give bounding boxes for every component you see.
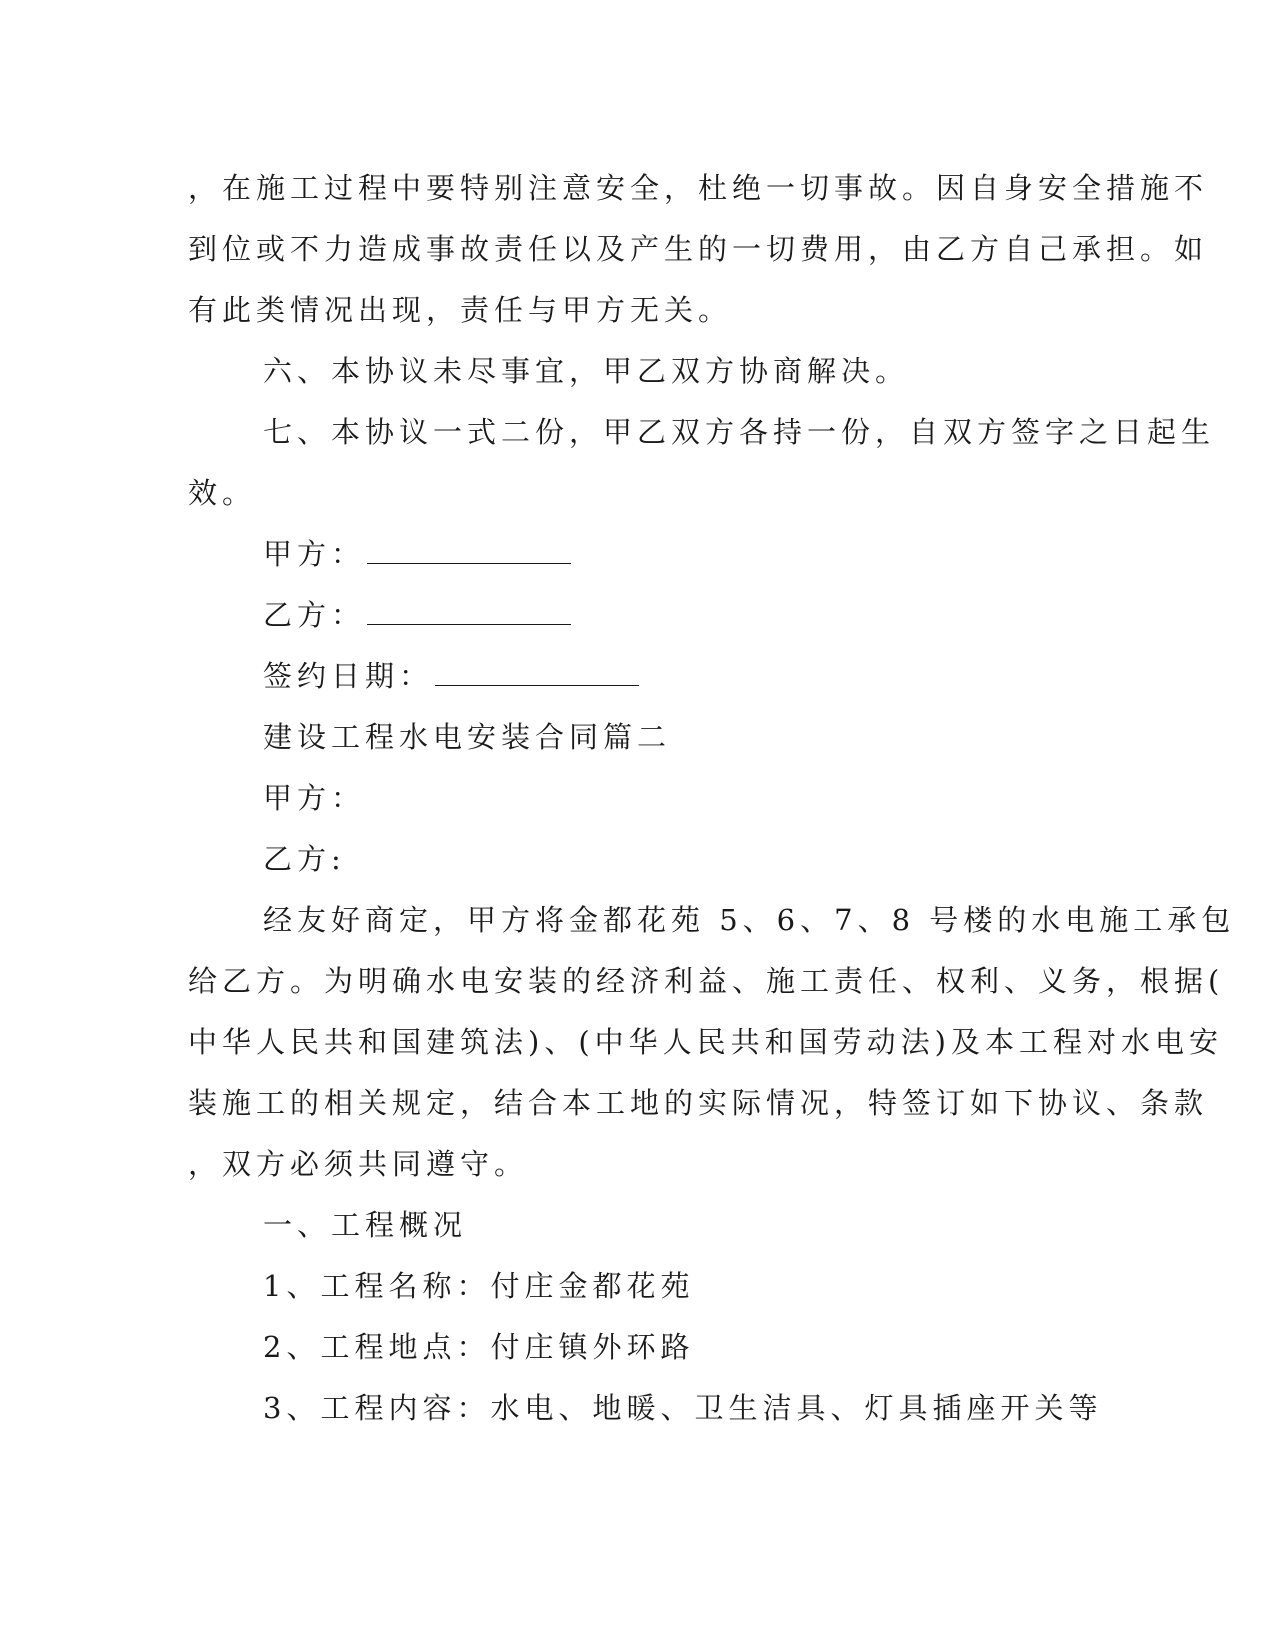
party-a-line: 甲方： [263, 781, 366, 815]
document-body [188, 158, 1236, 1439]
paragraph-line: 有此类情况出现，责任与甲方无关。 [188, 293, 733, 327]
signature-date-label: 签约日期： [263, 659, 434, 693]
signature-blank-line [435, 651, 639, 686]
list-item: 3、工程内容：水电、地暖、卫生洁具、灯具插座开关等 [263, 1391, 1103, 1425]
clause-6: 六、本协议未尽事宜，甲乙双方协商解决。 [263, 354, 910, 388]
list-item: 1、工程名称：付庄金都花苑 [263, 1269, 695, 1303]
party-b-line: 乙方: [263, 842, 346, 876]
intro-line: ，双方必须共同遵守。 [188, 1147, 529, 1181]
clause-7-line: 七、本协议一式二份，甲乙双方各持一份，自双方签字之日起生 [263, 415, 1216, 449]
signature-party-b [188, 585, 1088, 646]
section-title: 建设工程水电安装合同篇二 [263, 720, 672, 754]
list-item: 2、工程地点：付庄镇外环路 [263, 1330, 695, 1364]
signature-party-b-label: 乙方： [263, 598, 366, 632]
paragraph-line: 到位或不力造成事故责任以及产生的一切费用，由乙方自己承担。如 [188, 232, 1209, 266]
heading-overview: 一、工程概况 [263, 1208, 468, 1242]
paragraph-line: ，在施工过程中要特别注意安全，杜绝一切事故。因自身安全措施不 [188, 171, 1209, 205]
signature-party-a-label: 甲方： [263, 537, 366, 571]
intro-line: 装施工的相关规定，结合本工地的实际情况，特签订如下协议、条款 [188, 1086, 1209, 1120]
signature-party-a [188, 524, 1088, 585]
signature-date [188, 646, 1088, 707]
signature-blank-line [367, 590, 571, 625]
intro-line: 给乙方。为明确水电安装的经济利益、施工责任、权利、义务，根据( [188, 964, 1225, 998]
signature-blank-line [367, 529, 571, 564]
intro-line: 中华人民共和国建筑法)、(中华人民共和国劳动法)及本工程对水电安 [188, 1025, 1223, 1059]
clause-7-line: 效。 [188, 476, 257, 510]
intro-line: 经友好商定，甲方将金都花苑 5、6、7、8 号楼的水电施工承包 [263, 903, 1236, 937]
